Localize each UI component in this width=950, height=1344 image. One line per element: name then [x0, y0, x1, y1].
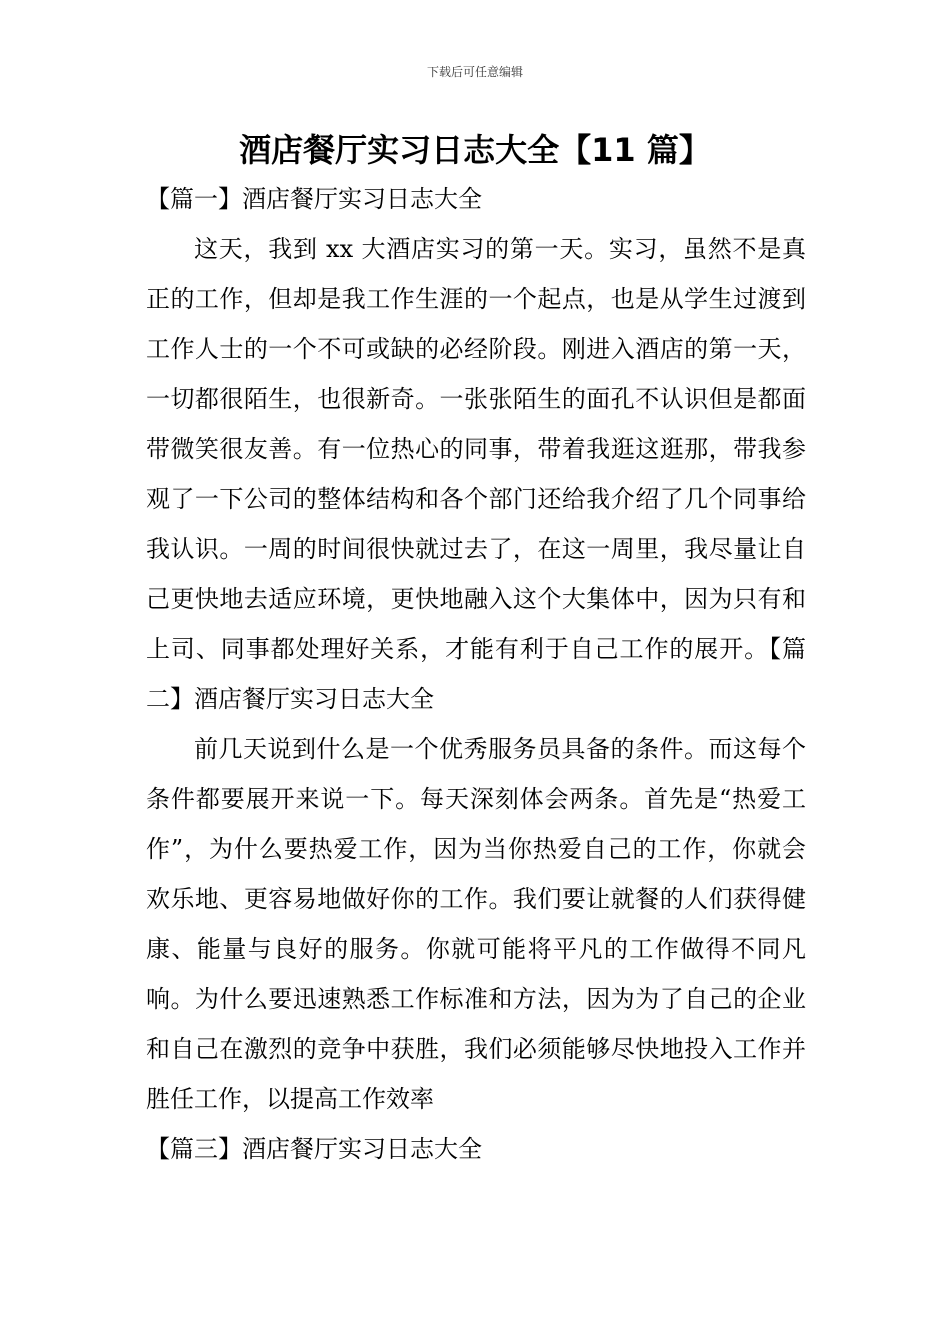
document-body	[146, 174, 806, 1174]
section-paragraph-1: 这天，我到 xx 大酒店实习的第一天。实习，虽然不是真正的工作，但却是我工作生涯的一个起点，也是从学生过渡到工作人士的一个不可或缺的必经阶段。刚进入酒店的第一天，一切都很陌生，也很新奇。一张张陌生的面孔不认识但是都面带微笑很友善。有一位热心的同事，带着我逛这逛那，带我参观了一下公司的整体结构和各个部门还给我介绍了几个同事给我认识。一周的时间很快就过去了，在这一周里，我尽量让自己更快地去适应环境，更快地融入这个大集体中，因为只有和上司、同事都处理好关系，才能有利于自己工作的展开。【篇二】酒店餐厅实习日志大全	[146, 235, 806, 713]
section-paragraph-2: 前几天说到什么是一个优秀服务员具备的条件。而这每个条件都要展开来说一下。每天深刻体会两条。首先是“热爱工作”，为什么要热爱工作，因为当你热爱自己的工作，你就会欢乐地、更容易地做好你的工作。我们要让就餐的人们获得健康、能量与良好的服务。你就可能将平凡的工作做得不同凡响。为什么要迅速熟悉工作标准和方法，因为为了自己的企业和自己在激烈的竞争中获胜，我们必须能够尽快地投入工作并胜任工作，以提高工作效率	[146, 735, 806, 1113]
header-note: 下载后可任意编辑	[426, 65, 523, 79]
document-title: 酒店餐厅实习日志大全【11 篇】	[239, 131, 711, 169]
section-heading-1: 【篇一】酒店餐厅实习日志大全	[146, 185, 482, 213]
section-heading-3: 【篇三】酒店餐厅实习日志大全	[146, 1135, 482, 1163]
